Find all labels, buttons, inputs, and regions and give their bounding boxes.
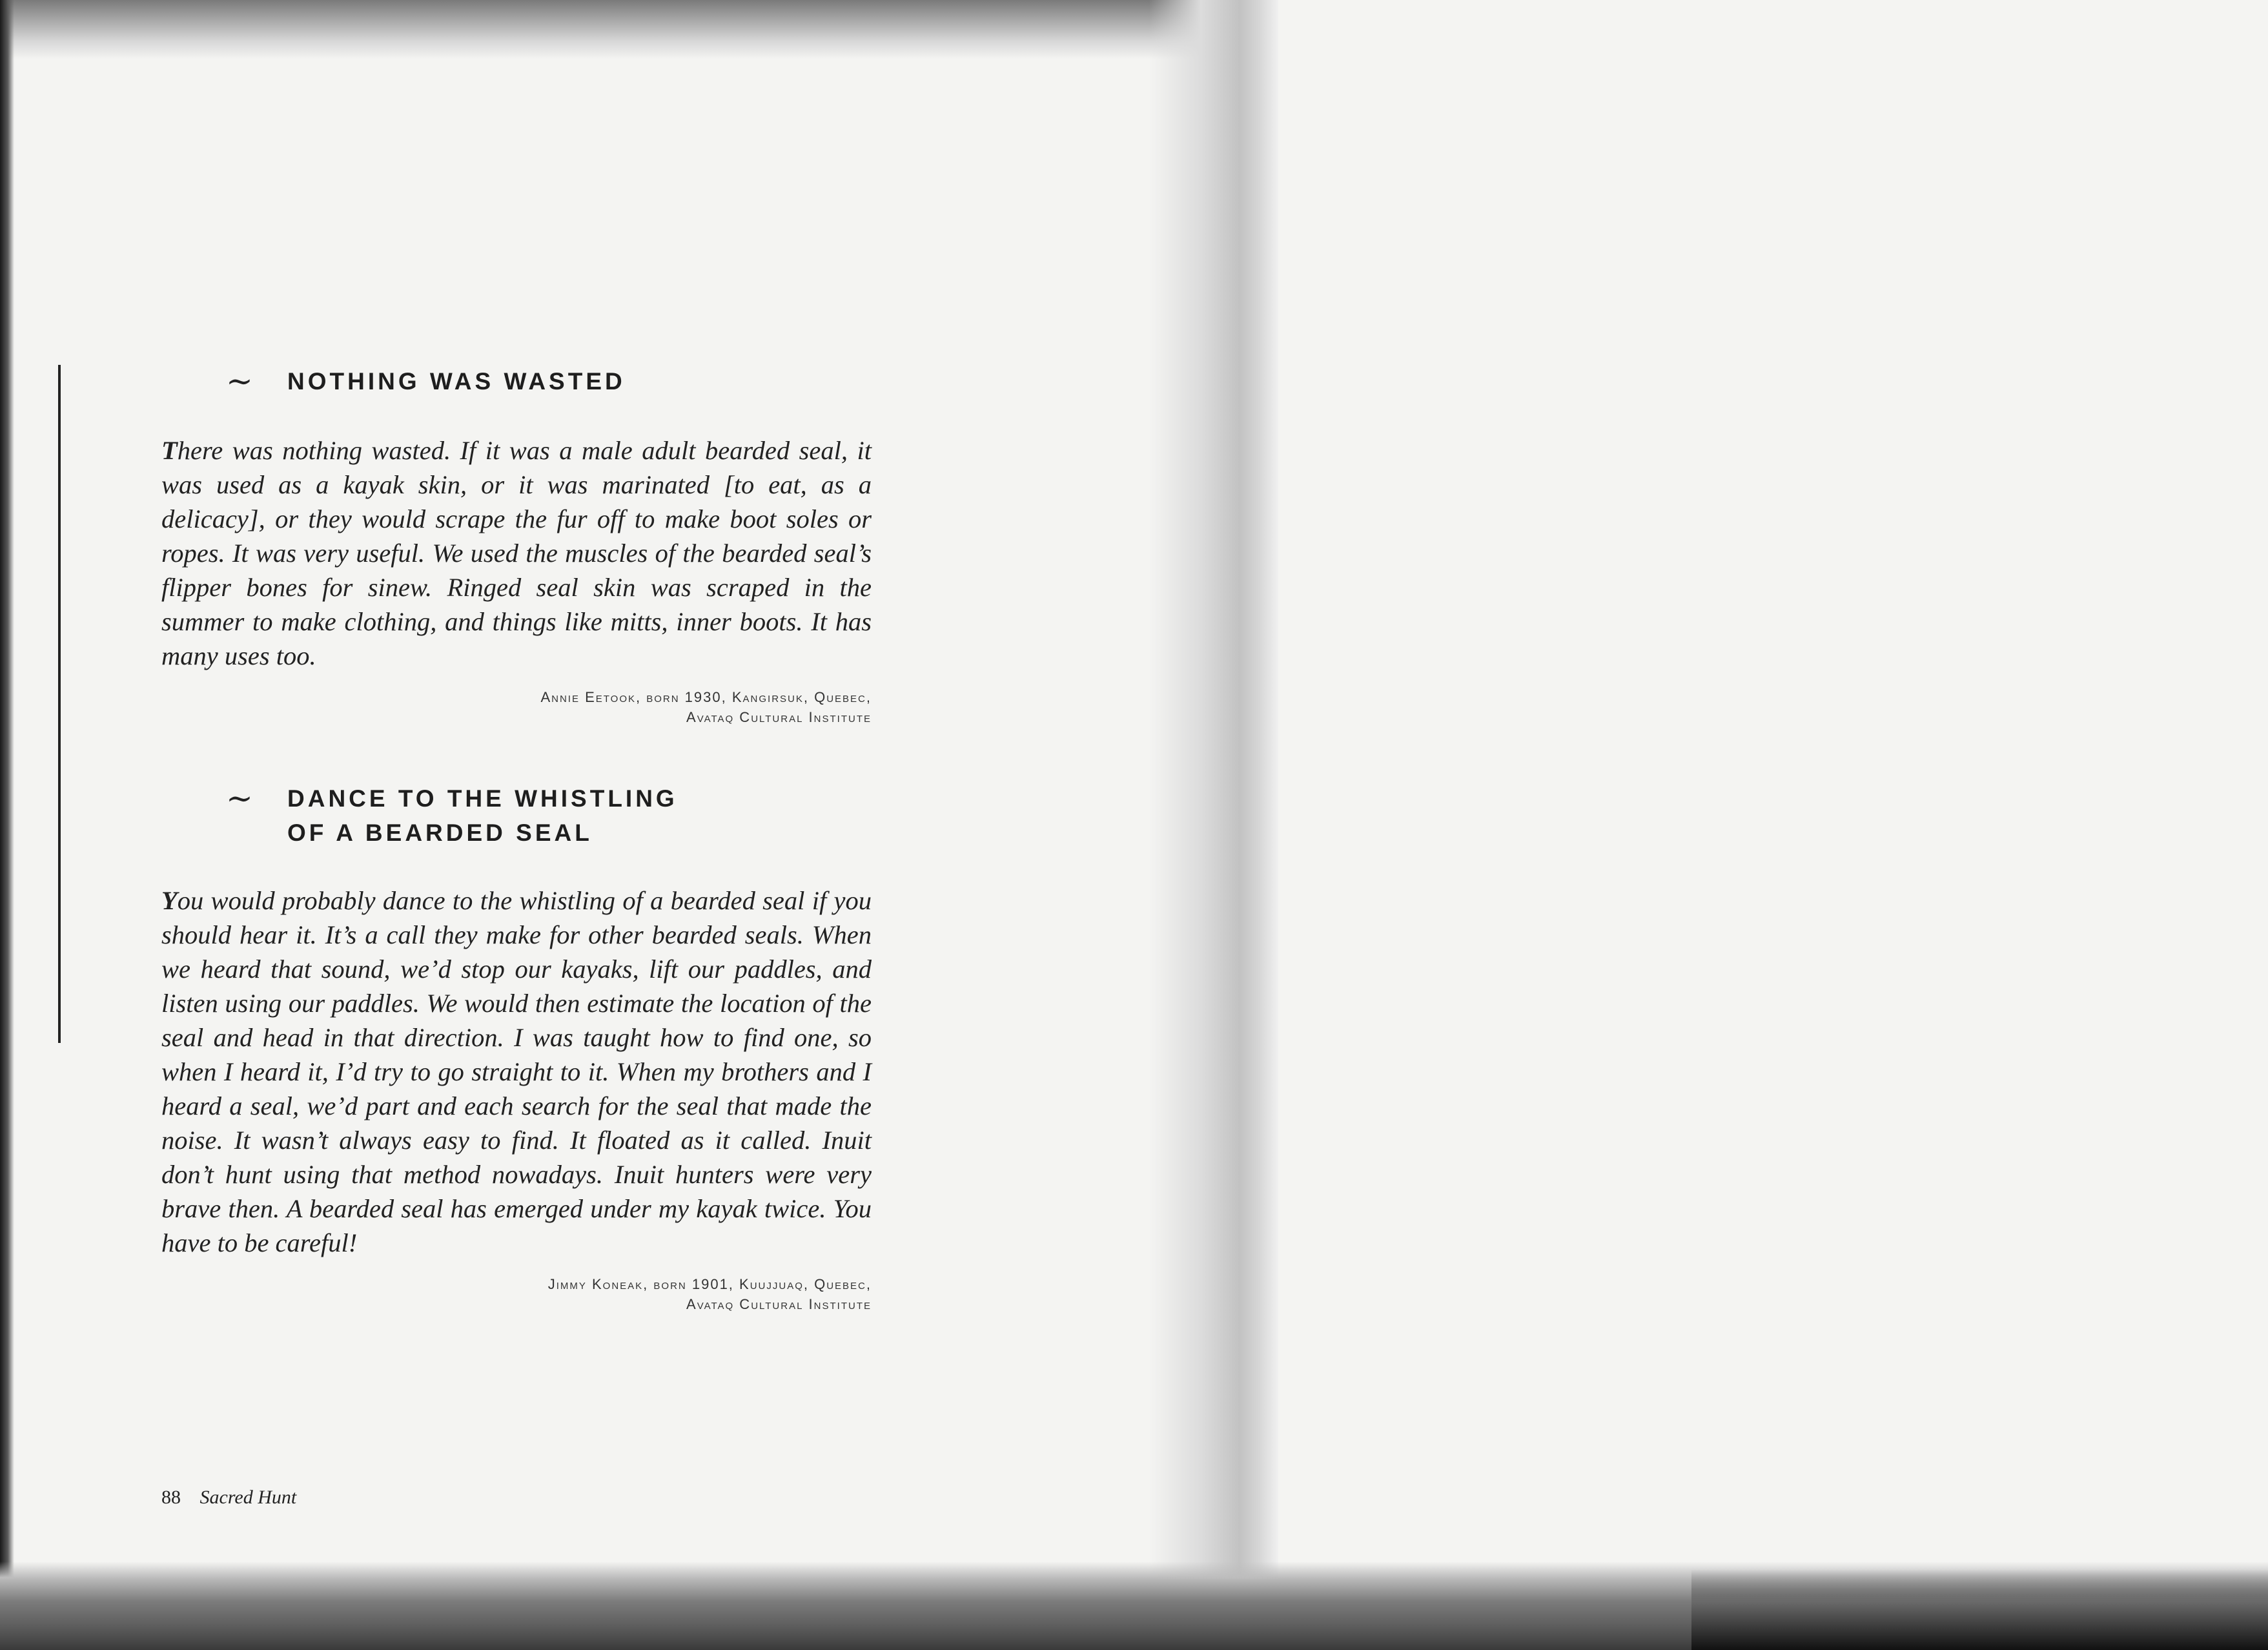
section-nothing-was-wasted xyxy=(161,364,872,727)
section-dance-to-the-whistling xyxy=(161,781,872,1314)
margin-rule xyxy=(58,365,61,1043)
section-heading xyxy=(161,364,872,398)
section-body: You would probably dance to the whistling of a bearded seal if you should hear it. It’s a call they make for other bearded seals. When we heard that sound, we’d stop our kayaks, lift our paddles, and listen using our paddles. We would then estimate the location of the seal and head in that direction. I was taught how to find one, so when I heard it, I’d try to go straight to it. When my brothers and I heard a seal, we’d part and each search for the seal that made the noise. It wasn’t always easy to find. It floated as it called. Inuit don’t hunt using that method nowadays. Inuit hunters were very brave then. A bearded seal has emerged under my kayak twice. You have to be careful! xyxy=(161,886,872,1257)
swash-ornament-icon: ∼ xyxy=(226,362,253,400)
scan-bottom-right-shadow xyxy=(1691,1569,2268,1650)
attribution xyxy=(161,1274,872,1314)
section-body: There was nothing wasted. If it was a male adult bearded seal, it was used as a kayak skin, or it was marinated [to eat, as a delicacy], or they would scrape the fur off to make boot soles or ropes. It was very useful. We used the muscles of the bearded seal’s flipper bones for sinew. Ringed seal skin was scraped in the summer to make clothing, and things like mitts, inner boots. It has many uses too. xyxy=(161,436,872,670)
attribution-line: Avataq Cultural Institute xyxy=(686,709,872,725)
attribution-line: Annie Eetook, born 1930, Kangirsuk, Quebec, xyxy=(540,689,872,705)
attribution-line: Jimmy Koneak, born 1901, Kuujjuaq, Quebec, xyxy=(547,1276,872,1292)
attribution-line: Avataq Cultural Institute xyxy=(686,1296,872,1312)
attribution xyxy=(161,687,872,727)
section-heading xyxy=(161,781,872,850)
page-number: 88 xyxy=(161,1487,181,1508)
scan-top-edge xyxy=(0,0,1262,59)
running-title: Sacred Hunt xyxy=(199,1487,297,1508)
page-footer xyxy=(161,1487,296,1509)
book-spine-shadow xyxy=(1149,0,1278,1650)
heading-line: OF A BEARDED SEAL xyxy=(287,820,593,846)
heading-line: DANCE TO THE WHISTLING xyxy=(287,785,678,812)
heading-line: NOTHING WAS WASTED xyxy=(287,368,626,395)
swash-ornament-icon: ∼ xyxy=(226,779,253,817)
scan-left-edge xyxy=(0,0,14,1650)
